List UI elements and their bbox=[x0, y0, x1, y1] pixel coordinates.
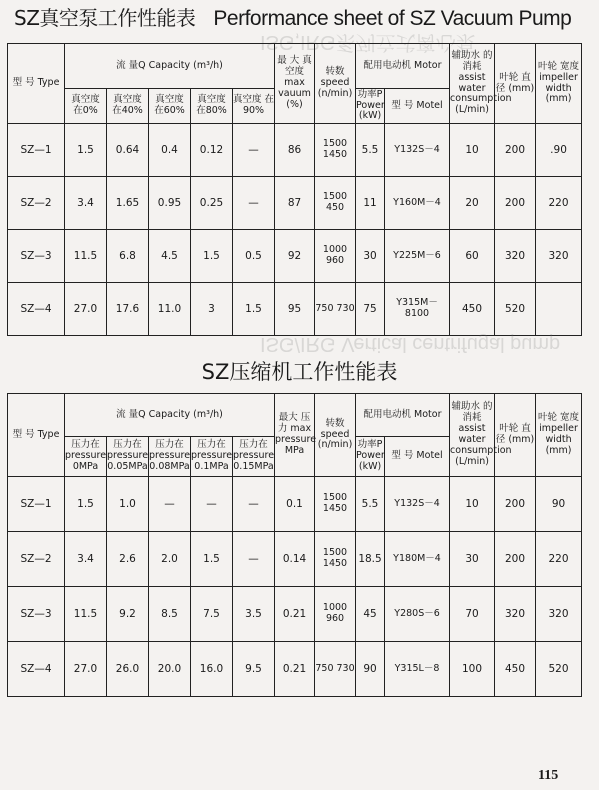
speed-cell: 1500 450 bbox=[315, 177, 356, 230]
model-cell: Y132S－4 bbox=[385, 477, 450, 532]
impeller-width-header: 叶轮 宽度 impeller width (mm) bbox=[536, 44, 582, 124]
compressor-performance-table bbox=[7, 393, 582, 697]
water-cell: 10 bbox=[450, 124, 495, 177]
max-cell: 0.21 bbox=[275, 642, 315, 697]
water-header: 辅助水 的消耗 assist water consumption (L/min) bbox=[450, 394, 495, 477]
impeller-diameter-header: 叶轮 直径 (mm) bbox=[495, 44, 536, 124]
width-cell: 220 bbox=[536, 177, 582, 230]
vacuum-title bbox=[14, 2, 589, 31]
capacity-col-header: 真空度 在60% bbox=[149, 89, 191, 124]
diameter-cell: 200 bbox=[495, 532, 536, 587]
power-cell: 45 bbox=[356, 587, 385, 642]
max-cell: 0.1 bbox=[275, 477, 315, 532]
model-header: 型 号 Motel bbox=[385, 89, 450, 124]
speed-header: 转数 speed (n/min) bbox=[315, 394, 356, 477]
speed-cell: 1500 1450 bbox=[315, 124, 356, 177]
type-cell: SZ—3 bbox=[8, 230, 65, 283]
capacity-cell: 11.5 bbox=[65, 587, 107, 642]
power-cell: 75 bbox=[356, 283, 385, 336]
capacity-cell: 1.65 bbox=[107, 177, 149, 230]
capacity-col-header: 压力在 pressure 0.05MPa bbox=[107, 437, 149, 477]
capacity-cell: 2.0 bbox=[149, 532, 191, 587]
max-cell: 87 bbox=[275, 177, 315, 230]
capacity-col-header: 真空度 在40% bbox=[107, 89, 149, 124]
speed-cell: 750 730 bbox=[315, 642, 356, 697]
capacity-cell: 2.6 bbox=[107, 532, 149, 587]
bleed-through-text: ISG/IRG Vertical centrifugal pump bbox=[260, 333, 561, 355]
power-cell: 5.5 bbox=[356, 477, 385, 532]
max-cell: 92 bbox=[275, 230, 315, 283]
capacity-cell: 8.5 bbox=[149, 587, 191, 642]
water-cell: 10 bbox=[450, 477, 495, 532]
capacity-cell: 9.2 bbox=[107, 587, 149, 642]
speed-cell: 1500 1450 bbox=[315, 532, 356, 587]
water-cell: 70 bbox=[450, 587, 495, 642]
capacity-cell: 0.95 bbox=[149, 177, 191, 230]
diameter-cell: 320 bbox=[495, 230, 536, 283]
capacity-cell: 7.5 bbox=[191, 587, 233, 642]
type-cell: SZ—2 bbox=[8, 532, 65, 587]
capacity-cell: 9.5 bbox=[233, 642, 275, 697]
vacuum-title-cn: SZ真空泵工作性能表 bbox=[14, 6, 196, 30]
capacity-cell: 4.5 bbox=[149, 230, 191, 283]
power-header: 功率P Power (kW) bbox=[356, 437, 385, 477]
water-cell: 450 bbox=[450, 283, 495, 336]
capacity-cell: 11.0 bbox=[149, 283, 191, 336]
capacity-cell: — bbox=[233, 477, 275, 532]
speed-cell: 750 730 bbox=[315, 283, 356, 336]
model-cell: Y280S－6 bbox=[385, 587, 450, 642]
table-row bbox=[8, 587, 582, 642]
water-header: 辅助水 的消耗 assist water consumption (L/min) bbox=[450, 44, 495, 124]
water-cell: 20 bbox=[450, 177, 495, 230]
capacity-cell: 0.4 bbox=[149, 124, 191, 177]
capacity-col-header: 真空度 在80% bbox=[191, 89, 233, 124]
max-vacuum-header: 最 大 真空度 max vauum (%) bbox=[275, 44, 315, 124]
model-cell: Y132S－4 bbox=[385, 124, 450, 177]
capacity-col-header: 压力在 pressure 0.1MPa bbox=[191, 437, 233, 477]
type-cell: SZ—3 bbox=[8, 587, 65, 642]
capacity-col-header: 真空度 在90% bbox=[233, 89, 275, 124]
table-row bbox=[8, 230, 582, 283]
capacity-cell: 3 bbox=[191, 283, 233, 336]
capacity-col-header: 压力在 pressure 0.08MPa bbox=[149, 437, 191, 477]
table-row bbox=[8, 283, 582, 336]
model-cell: Y180M－4 bbox=[385, 532, 450, 587]
speed-cell: 1000 960 bbox=[315, 587, 356, 642]
capacity-cell: 20.0 bbox=[149, 642, 191, 697]
motor-header: 配用电动机 Motor bbox=[356, 394, 450, 437]
power-header: 功率P Power (kW) bbox=[356, 89, 385, 124]
width-cell: 320 bbox=[536, 587, 582, 642]
capacity-cell: 3.5 bbox=[233, 587, 275, 642]
power-cell: 5.5 bbox=[356, 124, 385, 177]
capacity-cell: 1.5 bbox=[233, 283, 275, 336]
model-cell: Y315M－8100 bbox=[385, 283, 450, 336]
motor-header: 配用电动机 Motor bbox=[356, 44, 450, 89]
water-cell: 30 bbox=[450, 532, 495, 587]
compressor-title: SZ压缩机工作性能表 bbox=[201, 360, 398, 384]
capacity-col-header: 真空度 在0% bbox=[65, 89, 107, 124]
capacity-cell: 0.5 bbox=[233, 230, 275, 283]
type-cell: SZ—1 bbox=[8, 124, 65, 177]
type-cell: SZ—4 bbox=[8, 642, 65, 697]
impeller-width-header: 叶轮 宽度 impeller width (mm) bbox=[536, 394, 582, 477]
capacity-col-header: 压力在 pressure 0MPa bbox=[65, 437, 107, 477]
power-cell: 18.5 bbox=[356, 532, 385, 587]
capacity-cell: — bbox=[191, 477, 233, 532]
capacity-cell: 27.0 bbox=[65, 283, 107, 336]
speed-header: 转数 speed (n/min) bbox=[315, 44, 356, 124]
width-cell: .90 bbox=[536, 124, 582, 177]
max-cell: 0.21 bbox=[275, 587, 315, 642]
max-pressure-header: 最大 压力 max pressure MPa bbox=[275, 394, 315, 477]
capacity-cell: 1.5 bbox=[191, 532, 233, 587]
impeller-diameter-header: 叶轮 直径 (mm) bbox=[495, 394, 536, 477]
capacity-col-header: 压力在 pressure 0.15MPa bbox=[233, 437, 275, 477]
type-cell: SZ—2 bbox=[8, 177, 65, 230]
diameter-cell: 320 bbox=[495, 587, 536, 642]
vacuum-title-en: Performance sheet of SZ Vacuum Pump bbox=[213, 7, 572, 30]
water-cell: 60 bbox=[450, 230, 495, 283]
vacuum-performance-table bbox=[7, 43, 582, 336]
capacity-cell: — bbox=[233, 124, 275, 177]
type-header: 型 号 Type bbox=[8, 394, 65, 477]
diameter-cell: 200 bbox=[495, 177, 536, 230]
width-cell bbox=[536, 283, 582, 336]
power-cell: 11 bbox=[356, 177, 385, 230]
power-cell: 30 bbox=[356, 230, 385, 283]
capacity-cell: 0.25 bbox=[191, 177, 233, 230]
capacity-header: 流 量Q Capacity (m³/h) bbox=[65, 394, 275, 437]
capacity-cell: 0.12 bbox=[191, 124, 233, 177]
table-row bbox=[8, 642, 582, 697]
capacity-cell: 1.5 bbox=[191, 230, 233, 283]
capacity-cell: 3.4 bbox=[65, 532, 107, 587]
capacity-cell: 0.64 bbox=[107, 124, 149, 177]
max-cell: 95 bbox=[275, 283, 315, 336]
width-cell: 320 bbox=[536, 230, 582, 283]
diameter-cell: 520 bbox=[495, 283, 536, 336]
capacity-cell: 1.5 bbox=[65, 477, 107, 532]
diameter-cell: 200 bbox=[495, 477, 536, 532]
capacity-cell: 1.5 bbox=[65, 124, 107, 177]
capacity-cell: 17.6 bbox=[107, 283, 149, 336]
table-row bbox=[8, 124, 582, 177]
table-row bbox=[8, 477, 582, 532]
bleed-through-text: ISG,IRG系列立式离心泵 bbox=[260, 31, 476, 53]
water-cell: 100 bbox=[450, 642, 495, 697]
capacity-cell: 27.0 bbox=[65, 642, 107, 697]
capacity-header: 流 量Q Capacity (m³/h) bbox=[65, 44, 275, 89]
type-cell: SZ—1 bbox=[8, 477, 65, 532]
table-row bbox=[8, 532, 582, 587]
capacity-cell: 26.0 bbox=[107, 642, 149, 697]
table-row bbox=[8, 177, 582, 230]
width-cell: 220 bbox=[536, 532, 582, 587]
model-cell: Y225M－6 bbox=[385, 230, 450, 283]
capacity-cell: 3.4 bbox=[65, 177, 107, 230]
speed-cell: 1000 960 bbox=[315, 230, 356, 283]
page-number: 115 bbox=[538, 768, 559, 783]
capacity-cell: 16.0 bbox=[191, 642, 233, 697]
power-cell: 90 bbox=[356, 642, 385, 697]
max-cell: 86 bbox=[275, 124, 315, 177]
speed-cell: 1500 1450 bbox=[315, 477, 356, 532]
model-cell: Y315L－8 bbox=[385, 642, 450, 697]
capacity-cell: 6.8 bbox=[107, 230, 149, 283]
diameter-cell: 200 bbox=[495, 124, 536, 177]
capacity-cell: 1.0 bbox=[107, 477, 149, 532]
capacity-cell: 11.5 bbox=[65, 230, 107, 283]
type-header: 型 号 Type bbox=[8, 44, 65, 124]
diameter-cell: 450 bbox=[495, 642, 536, 697]
type-cell: SZ—4 bbox=[8, 283, 65, 336]
capacity-cell: — bbox=[149, 477, 191, 532]
model-header: 型 号 Motel bbox=[385, 437, 450, 477]
max-cell: 0.14 bbox=[275, 532, 315, 587]
width-cell: 90 bbox=[536, 477, 582, 532]
model-cell: Y160M－4 bbox=[385, 177, 450, 230]
width-cell: 520 bbox=[536, 642, 582, 697]
capacity-cell: — bbox=[233, 532, 275, 587]
capacity-cell: — bbox=[233, 177, 275, 230]
